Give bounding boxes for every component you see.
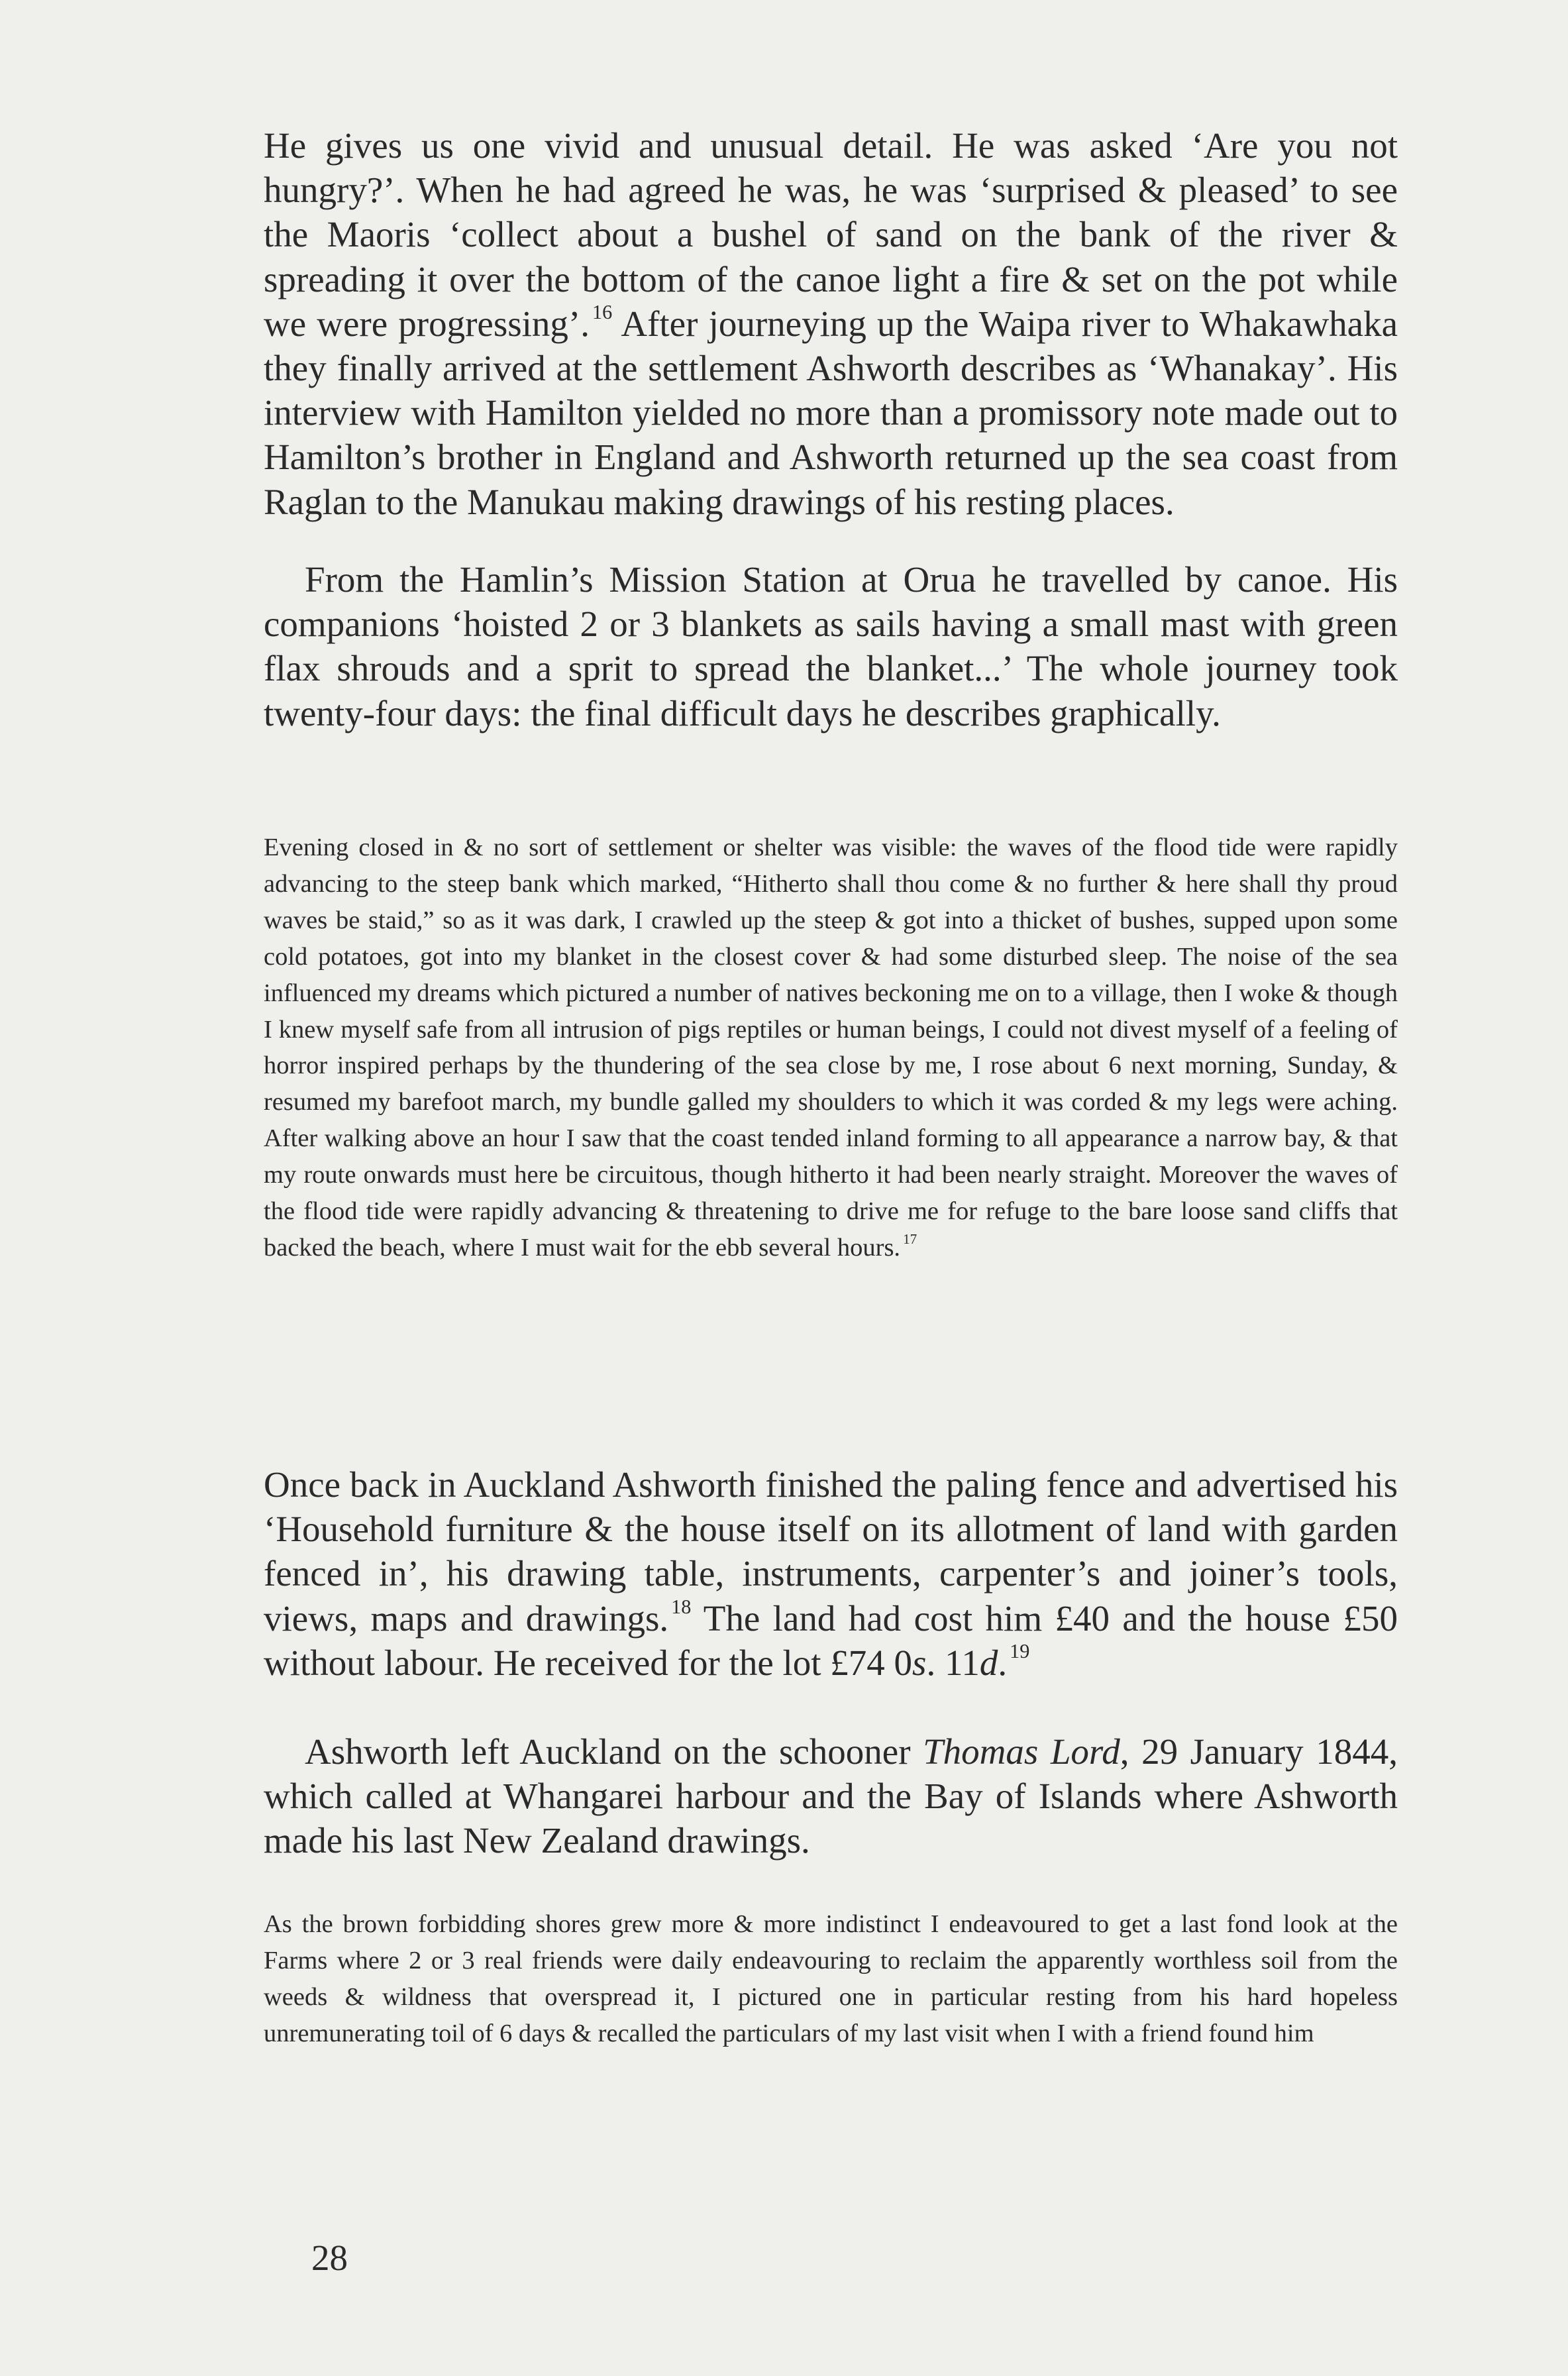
body-paragraph-2	[264, 557, 1398, 735]
footnote-marker: 19	[1010, 1640, 1030, 1663]
footnote-marker: 18	[671, 1595, 692, 1618]
footnote-marker: 17	[903, 1230, 917, 1247]
ship-name: Thomas Lord	[923, 1731, 1120, 1772]
paragraph-text: He gives us one vivid and unusual detail. He was asked ‘Are you not hungry?’. When he had agreed he was, he was ‘surprised & pleased’ to see the Maoris ‘collect about a bushel of sand on the bank of the river & spreading it over the bottom of the canoe light a fire & set on the pot while we were progressing’.	[264, 125, 1398, 344]
paragraph-text: The land had cost him £40 and the house £50 without labour. He received for the lot £74 0	[264, 1597, 1398, 1683]
block-quote-2	[264, 1906, 1398, 2052]
block-quote-1	[264, 830, 1398, 1266]
paragraph-text: From the Hamlin’s Mission Station at Orua he travelled by canoe. His companions ‘hoisted 2 or 3 blankets as sails having a small mast with green flax shrouds and a sprit to spread the blanket...’ The whole journey took twenty-four days: the final difficult days he describes graphically.	[264, 559, 1398, 733]
paragraph-text: After journeying up the Waipa river to Whakawhaka they finally arrived at the settlement Ashworth describes as ‘Whanakay’. His interview with Hamilton yielded no more than a promissory note made out to Hamilton’s brother in England and Ashworth returned up the sea coast from Raglan to the Manukau making drawings of his resting places.	[264, 303, 1398, 522]
paragraph-text: .	[998, 1642, 1008, 1683]
page-number: 28	[311, 2238, 348, 2278]
quote-text: Evening closed in & no sort of settlement or shelter was visible: the waves of the flood tide were rapidly advancing to the steep bank which marked, “Hitherto shall thou come & no further & here shall thy proud waves be staid,” so as it was dark, I crawled up the steep & got into a thicket of bushes, supped upon some cold potatoes, got into my blanket in the closest cover & had some disturbed sleep. The noise of the sea influenced my dreams which pictured a number of natives beckoning me on to a village, then I woke & though I knew myself safe from all intrusion of pigs reptiles or human beings, I could not divest myself of a feeling of horror inspired perhaps by the thundering of the sea close by me, I rose about 6 next morning, Sunday, & resumed my barefoot march, my bundle galled my shoulders to which it was corded & my legs were aching. After walking above an hour I saw that the coast tended inland forming to all appearance a narrow bay, & that my route onwards must here be circuitous, though hitherto it had been nearly straight. Moreover the waves of the flood tide were rapidly advancing & threatening to drive me for refuge to the bare loose sand cliffs that backed the beach, where I must wait for the ebb several hours.	[264, 834, 1398, 1262]
shilling-abbrev: s	[912, 1642, 927, 1683]
body-paragraph-3	[264, 1462, 1398, 1685]
body-paragraph-1	[264, 123, 1398, 524]
paragraph-text: . 11	[926, 1642, 980, 1683]
body-paragraph-4	[264, 1729, 1398, 1863]
paragraph-text: , 29 January 1844, which called at Whangarei harbour and the Bay of Islands where Ashworth made his last New Zealand drawings.	[264, 1731, 1398, 1861]
quote-text: As the brown forbidding shores grew more & more indistinct I endeavoured to get a last fond look at the Farms where 2 or 3 real friends were daily endeavouring to reclaim the apparently worthless soil from the weeds & wildness that overspread it, I pictured one in particular resting from his hard hopeless unremunerating toil of 6 days & recalled the particulars of my last visit when I with a friend found him	[264, 1910, 1398, 2047]
footnote-marker: 16	[592, 301, 613, 324]
paragraph-text: Ashworth left Auckland on the schooner	[305, 1731, 923, 1772]
paragraph-text: Once back in Auckland Ashworth finished the paling fence and advertised his ‘Household furniture & the house itself on its allotment of land with garden fenced in’, his drawing table, instruments, carpenter’s and joiner’s tools, views, maps and drawings.	[264, 1464, 1398, 1639]
pence-abbrev: d	[979, 1642, 998, 1683]
